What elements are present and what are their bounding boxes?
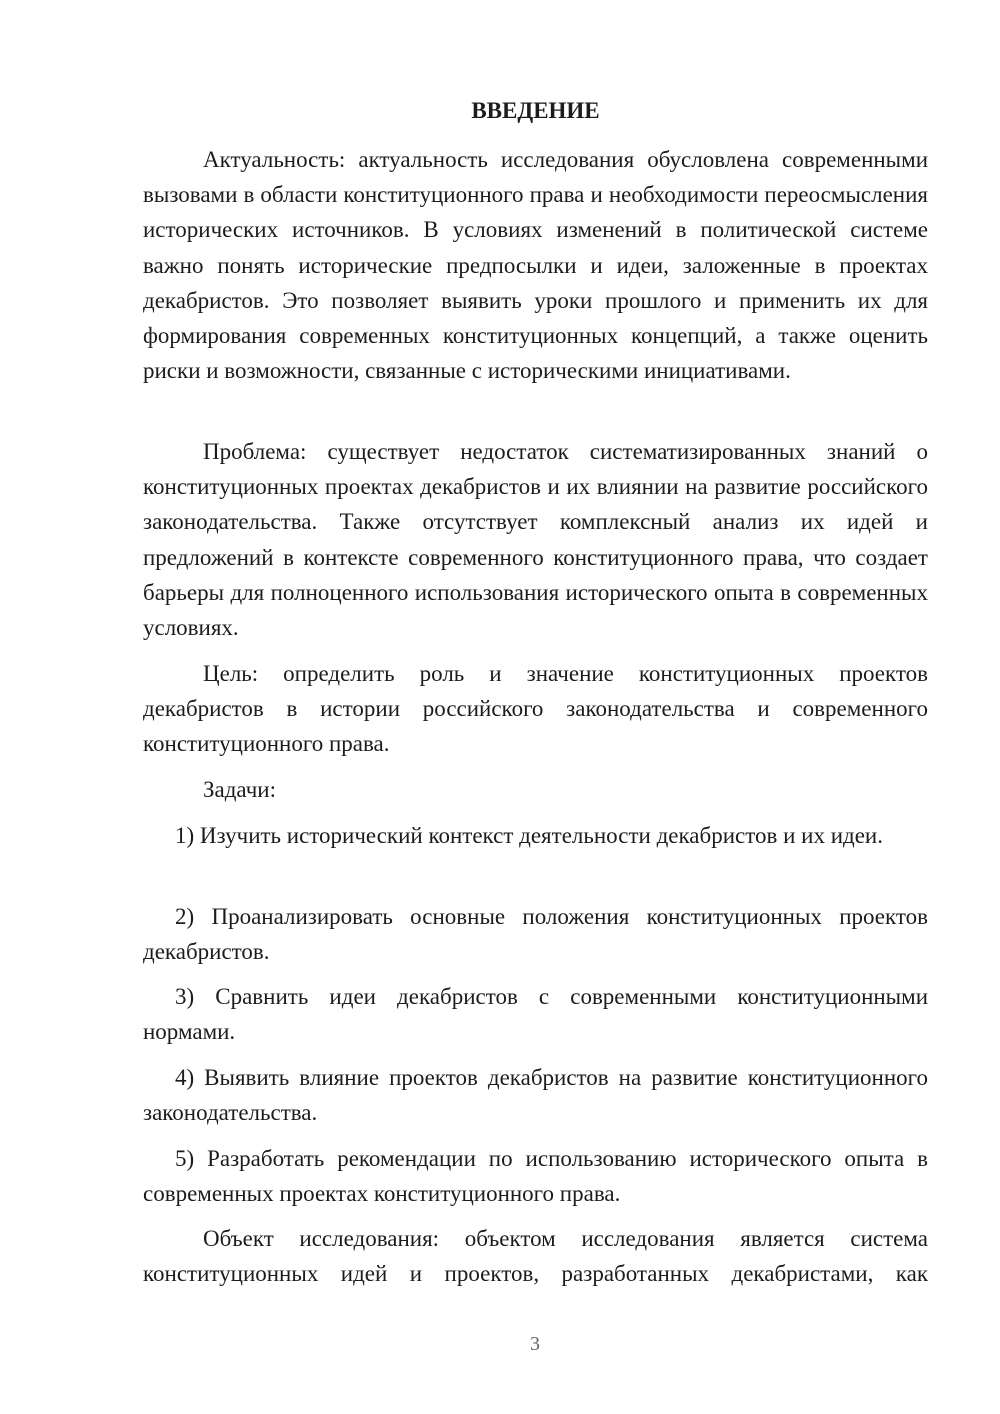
task-item-1: 1) Изучить исторический контекст деятельности декабристов и их идеи. (175, 823, 883, 848)
section-heading: ВВЕДЕНИЕ (471, 98, 600, 123)
task-item-2: 2) Проанализировать основные положения конституционных проектов декабристов. (143, 904, 928, 965)
paragraph-goal: Цель: определить роль и значение конституционных проектов декабристов в истории российского законодательства и современного конституционного права. (143, 661, 928, 757)
paragraph-problem: Проблема: существует недостаток систематизированных знаний о конституционных проектах декабристов и их влиянии на развитие российского законодательства. Также отсутствует комплексный анализ их идей и предложений в контексте современного конституционного права, что создает барьеры для полноценного использования исторического опыта в современных условиях. (143, 439, 928, 641)
task-item-4: 4) Выявить влияние проектов декабристов на развитие конституционного законодательства. (143, 1065, 928, 1126)
tasks-label: Задачи: (203, 777, 276, 802)
task-item-5: 5) Разработать рекомендации по использованию исторического опыта в современных проектах конституционного права. (143, 1146, 928, 1207)
page-number: 3 (530, 1333, 540, 1355)
paragraph-object: Объект исследования: объектом исследования является система конституционных идей и проектов, разработанных декабристами, как (143, 1226, 928, 1287)
paragraph-relevance: Актуальность: актуальность исследования обусловлена современными вызовами в области конституционного права и необходимости переосмысления исторических источников. В условиях изменений в политической системе важно понять исторические предпосылки и идеи, заложенные в проектах декабристов. Это позволяет выявить уроки прошлого и применить их для формирования современных конституционных концепций, а также оценить риски и возможности, связанные с историческими инициативами. (143, 147, 928, 384)
task-item-3: 3) Сравнить идеи декабристов с современными конституционными нормами. (143, 984, 928, 1045)
